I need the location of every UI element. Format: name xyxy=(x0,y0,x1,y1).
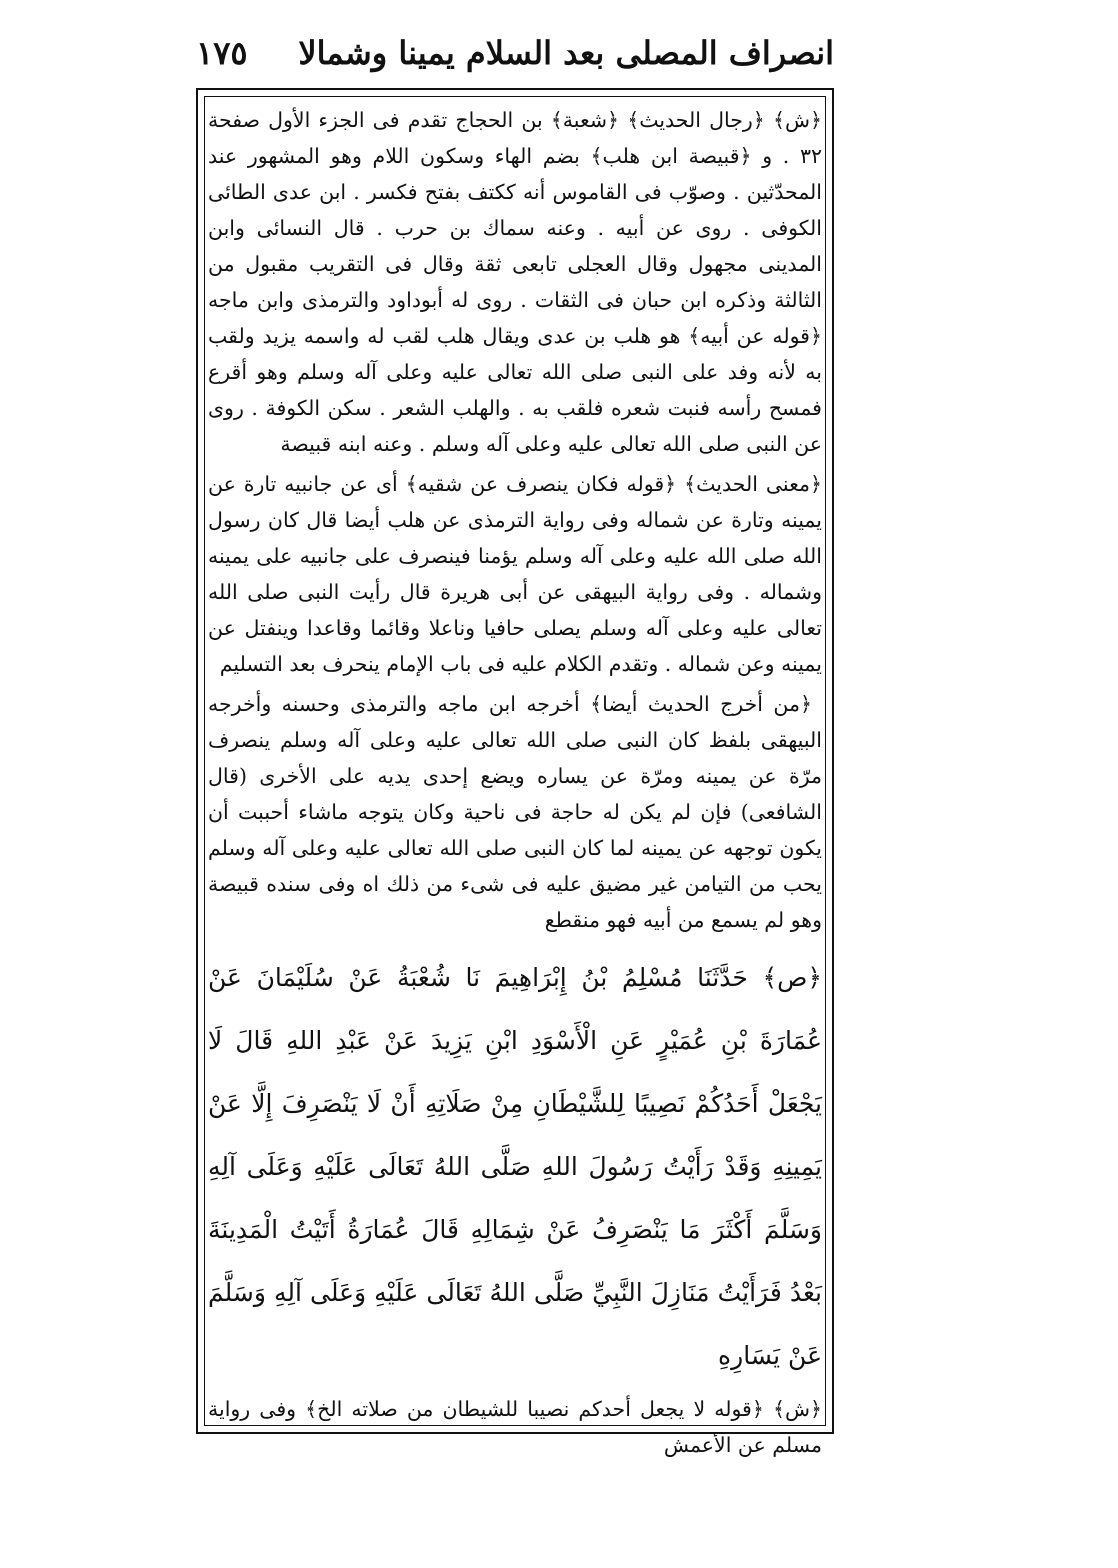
body-text xyxy=(208,102,822,1457)
commentary-sources: ﴿من أخرج الحديث أيضا﴾ أخرجه ابن ماجه والترمذى وحسنه وأخرجه البيهقى بلفظ كان النبى صلى الله تعالى عليه وعلى آله وسلم ينصرف مرّة عن يمينه ومرّة عن يساره ويضع إحدى يديه على الأخرى (قال الشافعى) فإن لم يكن له حاجة فى ناحية وكان يتوجه ماشاء أحببت أن يكون توجهه عن يمينه لما كان النبى صلى الله تعالى عليه وعلى آله وسلم يحب من التيامن غير مضيق عليه فى شىء من ذلك اه وفى سنده قبيصة وهو لم يسمع من أبيه فهو منقطع xyxy=(208,692,822,932)
commentary-meaning: ﴿معنى الحديث﴾ ﴿قوله فكان ينصرف عن شقيه﴾ أى عن جانبيه تارة عن يمينه وتارة عن شماله وفى رواية الترمذى عن هلب أيضا قال كان رسول الله صلى الله عليه وعلى آله وسلم يؤمنا فينصرف على جانبيه على يمينه وشماله . وفى رواية البيهقى عن أبى هريرة قال رأيت النبى صلى الله تعالى عليه وعلى آله وسلم يصلى حافيا وناعلا وقائما وقاعدا وينفتل عن يمينه وعن شماله . وتقدم الكلام عليه فى باب الإمام ينحرف بعد التسليم xyxy=(208,472,822,676)
commentary-continuation: ﴿ش﴾ ﴿قوله لا يجعل أحدكم نصيبا للشيطان من صلاته الخ﴾ وفى رواية مسلم عن الأعمش xyxy=(208,1397,822,1457)
page-number: ١٧٥ xyxy=(196,34,248,72)
commentary-narrators: ﴿ش﴾ ﴿رجال الحديث﴾ ﴿شعبة﴾ بن الحجاج تقدم فى الجزء الأول صفحة ٣٢ . و ﴿قبيصة ابن هلب﴾ بضم الهاء وسكون اللام وهو المشهور عند المحدّثين . وصوّب فى القاموس أنه ككتف بفتح فكسر . ابن عدى الطائى الكوفى . روى عن أبيه . وعنه سماك بن حرب . قال النسائى وابن المدينى مجهول وقال العجلى تابعى ثقة وقال فى التقريب مقبول من الثالثة وذكره ابن حبان فى الثقات . روى له أبوداود والترمذى وابن ماجه ﴿قوله عن أبيه﴾ هو هلب بن عدى ويقال هلب لقب له واسمه يزيد ولقب به لأنه وفد على النبى صلى الله تعالى عليه وعلى آله وسلم وهو أقرع فمسح رأسه فنبت شعره فلقب به . والهلب الشعر . سكن الكوفة . روى عن النبى صلى الله تعالى عليه وعلى آله وسلم . وعنه ابنه قبيصة xyxy=(208,108,822,456)
hadith-text: ﴿ص﴾ حَدَّثَنَا مُسْلِمُ بْنُ إِبْرَاهِيمَ نَا شُعْبَةُ عَنْ سُلَيْمَانَ عَنْ عُمَارَةَ بْنِ عُمَيْرٍ عَنِ الْأَسْوَدِ ابْنِ يَزِيدَ عَنْ عَبْدِ اللهِ قَالَ لَا يَجْعَلْ أَحَدُكُمْ نَصِيبًا لِلشَّيْطَانِ مِنْ صَلَاتِهِ أَنْ لَا يَنْصَرِفَ إِلَّا عَنْ يَمِينِهِ وَقَدْ رَأَيْتُ رَسُولَ اللهِ صَلَّى اللهُ تَعَالَى عَلَيْهِ وَعَلَى آلِهِ وَسَلَّمَ أَكْثَرَ مَا يَنْصَرِفُ عَنْ شِمَالِهِ قَالَ عُمَارَةُ أَتَيْتُ الْمَدِينَةَ بَعْدُ فَرَأَيْتُ مَنَازِلَ النَّبِيِّ صَلَّى اللهُ تَعَالَى عَلَيْهِ وَعَلَى آلِهِ وَسَلَّمَ عَنْ يَسَارِهِ xyxy=(208,963,822,1370)
page-title: انصراف المصلى بعد السلام يمينا وشمالا xyxy=(298,34,834,72)
page-header xyxy=(196,28,834,84)
page-frame xyxy=(196,88,834,1457)
